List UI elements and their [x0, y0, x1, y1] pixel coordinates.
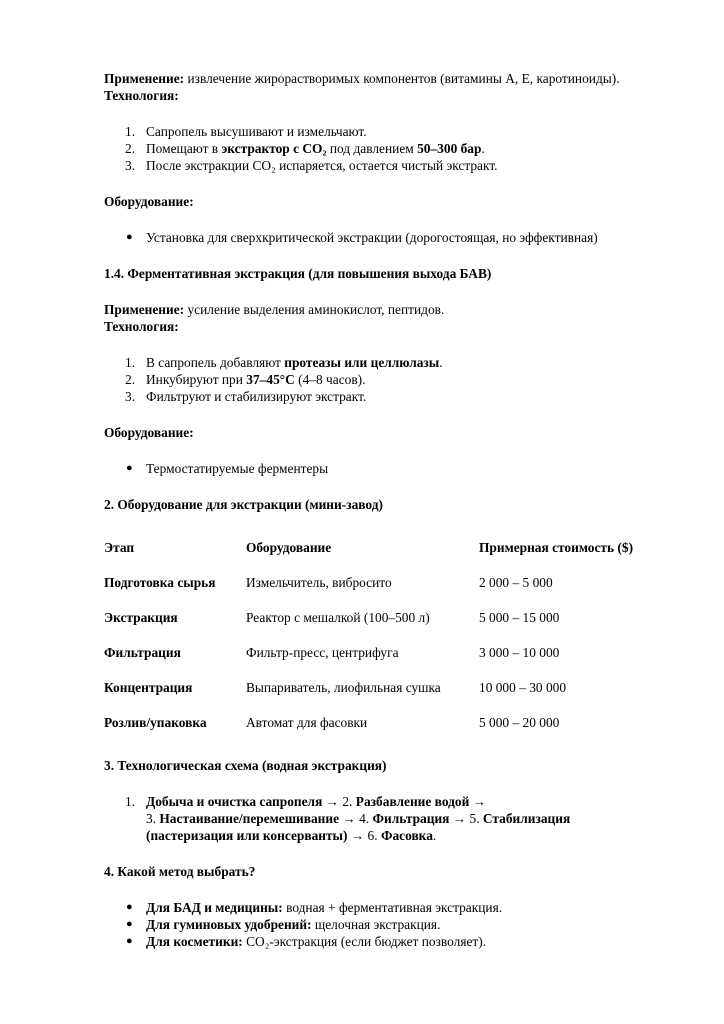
process-flow: 1. Добыча и очистка сапропеля → 2. Разбавление водой → 3. Настаивание/перемешивание → 4. Фильтрация → 5. Стабилизация (пастеризация или консерванты) → 6. Фасовка. — [125, 794, 571, 843]
bullet-icon: ● — [126, 935, 133, 947]
bullet-icon: ● — [126, 462, 133, 474]
list-item: ● Для косметики: CO₂-экстракция (если бюджет позволяет). — [126, 934, 487, 949]
method-choice-list — [104, 899, 684, 950]
list-item: ● Для БАД и медицины: водная + ферментативная экстракция. — [126, 900, 503, 915]
table-row: Розлив/упаковка Автомат для фасовки 5 000 – 20 000 — [104, 715, 560, 730]
enzyme-technology-label: Технология: — [104, 319, 179, 334]
enzyme-equipment-label: Оборудование: — [104, 425, 194, 440]
bullet-icon: ● — [126, 918, 133, 930]
section-heading: 4. Какой метод выбрать? — [104, 864, 256, 879]
list-item: 2. Помещают в экстрактор с CO₂ под давлением 50–300 бар. — [125, 141, 485, 156]
list-item: ● Для гуминовых удобрений: щелочная экстракция. — [126, 917, 441, 932]
enzyme-application: Применение: усиление выделения аминокислот, пептидов. — [104, 302, 445, 317]
list-item: 2. Инкубируют при 37–45°C (4–8 часов). — [125, 372, 366, 387]
table-header-row: Этап Оборудование Примерная стоимость ($) — [104, 540, 634, 555]
list-item: 1. Сапропель высушивают и измельчают. — [125, 124, 367, 139]
section-heading: 1.4. Ферментативная экстракция (для повышения выхода БАВ) — [104, 266, 492, 281]
enzyme-steps-list — [104, 354, 684, 405]
enzyme-equipment-list — [104, 460, 684, 477]
co2-steps-list — [104, 123, 684, 174]
co2-equipment-label: Оборудование: — [104, 194, 194, 209]
bullet-icon: ● — [126, 231, 133, 243]
table-row: Фильтрация Фильтр-пресс, центрифуга 3 000 – 10 000 — [104, 645, 560, 660]
list-item: 1. В сапропель добавляют протеазы или целлюлазы. — [125, 355, 443, 370]
table-row: Экстракция Реактор с мешалкой (100–500 л) 5 000 – 15 000 — [104, 610, 560, 625]
bullet-icon: ● — [126, 901, 133, 913]
co2-equipment-list — [104, 229, 684, 246]
section-heading: 2. Оборудование для экстракции (мини-завод) — [104, 497, 383, 512]
co2-application: Применение: извлечение жирорастворимых компонентов (витамины A, E, каротиноиды). — [104, 71, 620, 86]
table-row: Концентрация Выпариватель, лиофильная сушка 10 000 – 30 000 — [104, 680, 567, 695]
section-heading: 3. Технологическая схема (водная экстракция) — [104, 758, 387, 773]
list-item: 3. Фильтруют и стабилизируют экстракт. — [125, 389, 367, 404]
list-item: 3. После экстракции CO₂ испаряется, остается чистый экстракт. — [125, 158, 498, 173]
document-page — [104, 70, 684, 950]
list-item: ● Установка для сверхкритической экстракции (дорогостоящая, но эффективная) — [126, 230, 598, 245]
list-item: ● Термостатируемые ферментеры — [126, 461, 329, 476]
co2-technology-label: Технология: — [104, 88, 179, 103]
equipment-table — [104, 530, 644, 740]
table-row: Подготовка сырья Измельчитель, вибросито 2 000 – 5 000 — [104, 575, 553, 590]
